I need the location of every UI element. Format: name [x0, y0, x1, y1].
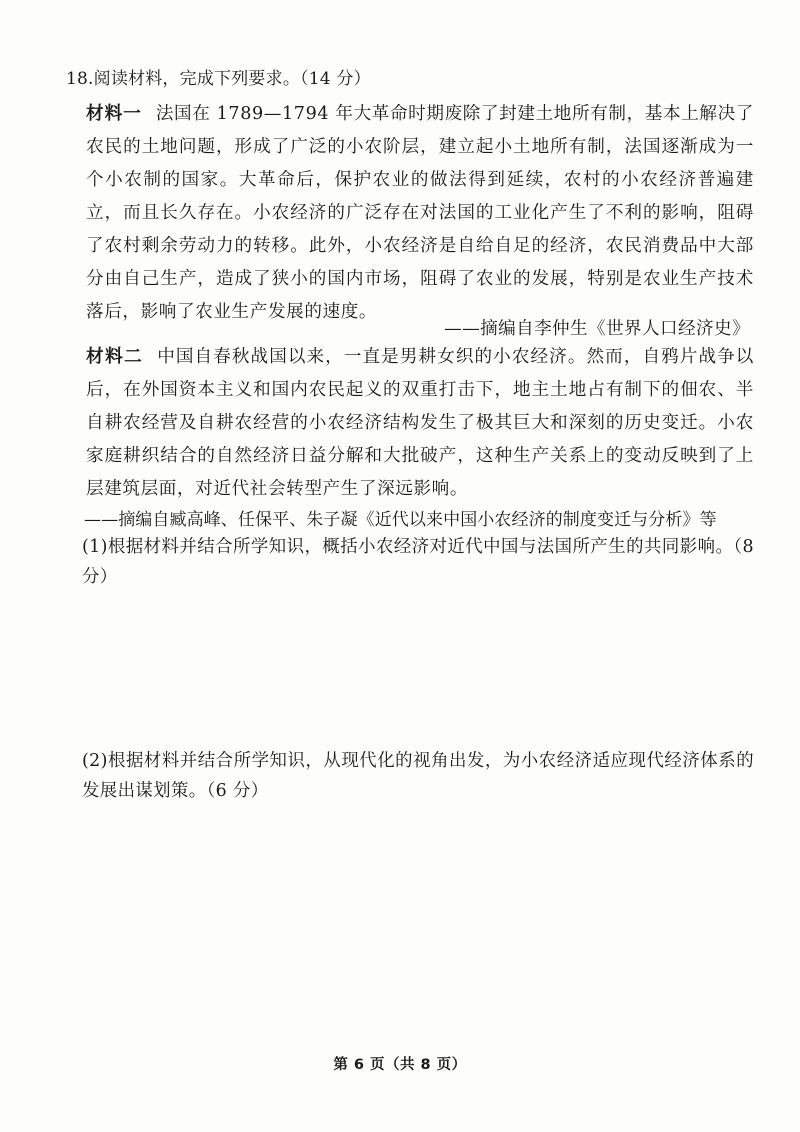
material-two [86, 340, 754, 506]
material-two-label: 材料二 [86, 346, 144, 367]
sub-question-2: (2)根据材料并结合所学知识，从现代化的视角出发，为小农经济适应现代经济体系的发展出谋划策。（6 分） [82, 751, 754, 801]
material-one [86, 97, 754, 329]
sub-question-1: (1)根据材料并结合所学知识，概括小农经济对近代中国与法国所产生的共同影响。（8 分） [82, 537, 754, 587]
material-two-source: ——摘编自臧高峰、任保平、朱子凝《近代以来中国小农经济的制度变迁与分析》等 [84, 510, 717, 530]
question-header: 18.阅读材料，完成下列要求。（14 分） [66, 69, 371, 89]
material-one-label: 材料一 [86, 103, 142, 124]
answer-space-1[interactable] [80, 600, 756, 730]
material-one-source: ——摘编自李仲生《世界人口经济史》 [444, 319, 750, 339]
page-number: 第 6 页（共 8 页） [333, 1057, 467, 1073]
material-two-text: 中国自春秋战国以来，一直是男耕女织的小农经济。然而，自鸦片战争以后，在外国资本主义和国内农民起义的双重打击下，地主土地占有制下的佃农、半自耕农经营及自耕农经营的小农经济结构发生了极其巨大和深刻的历史变迁。小农家庭耕织结合的自然经济日益分解和大批破产，这种生产关系上的变动反映到了上层建筑层面，对近代社会转型产生了深远影响。 [86, 347, 754, 499]
material-one-text: 法国在 1789—1794 年大革命时期废除了封建土地所有制，基本上解决了农民的土地问题，形成了广泛的小农阶层，建立起小土地所有制，法国逐渐成为一个小农制的国家。大革命后，保护农业的做法得到延续，农村的小农经济普遍建立，而且长久存在。小农经济的广泛存在对法国的工业化产生了不利的影响，阻碍了农村剩余劳动力的转移。此外，小农经济是自给自足的经济，农民消费品中大部分由自己生产，造成了狭小的国内市场，阻碍了农业的发展，特别是农业生产技术落后，影响了农业生产发展的速度。 [86, 104, 754, 322]
answer-space-2[interactable] [80, 812, 756, 1032]
